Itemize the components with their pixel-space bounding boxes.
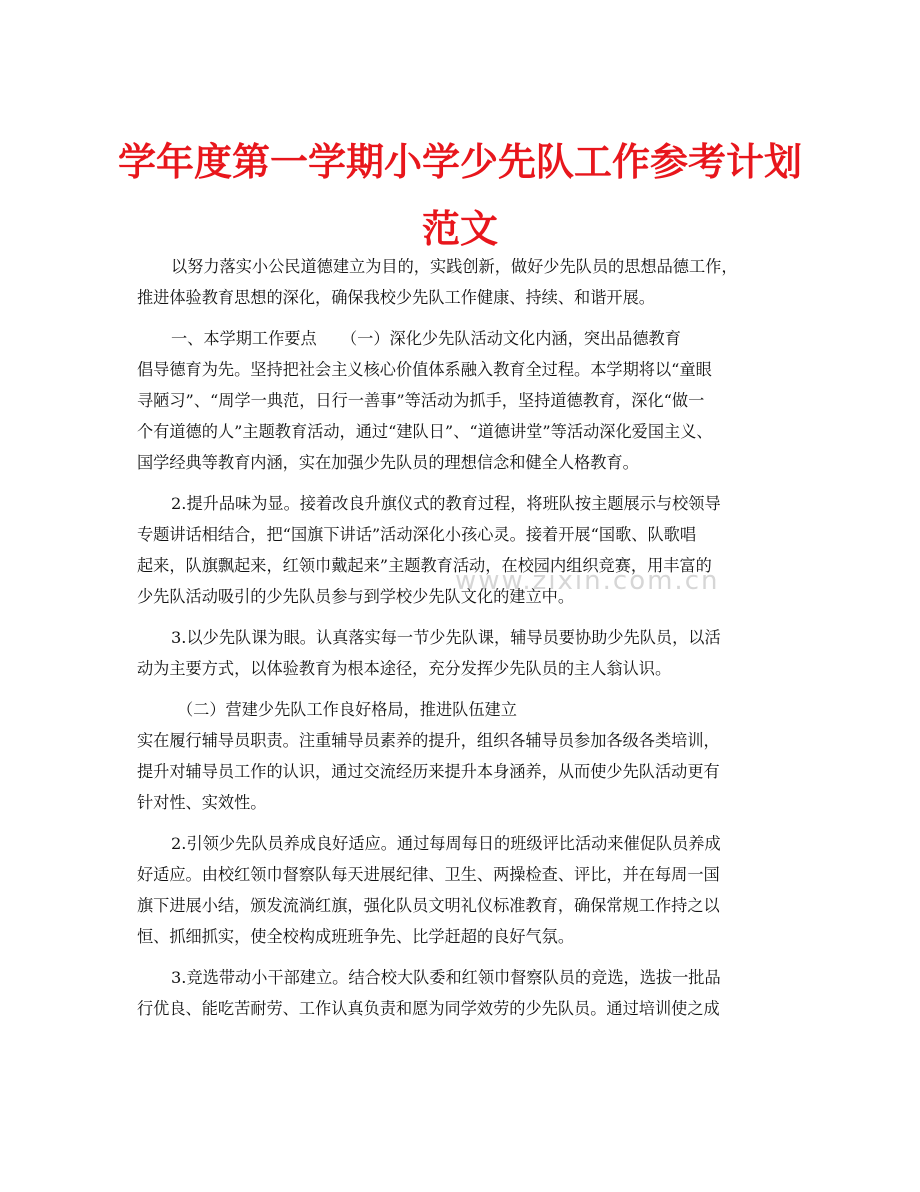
document-title-line-2: 范文 <box>421 207 498 251</box>
section-heading-line: （二）营建少先队工作良好格局，推进队伍建立 <box>177 700 517 719</box>
paragraph-line: 实在履行辅导员职责。注重辅导员素养的提升，组织各辅导员参加各级各类培训， <box>137 731 720 750</box>
paragraph-line: 少先队活动吸引的少先队员参与到学校少先队文化的建立中。 <box>137 587 575 606</box>
paragraph-line: 动为主要方式，以体验教育为根本途径，充分发挥少先队员的主人翁认识。 <box>137 659 672 678</box>
section-heading-line: 一、本学期工作要点 （一）深化少先队活动文化内涵，突出品德教育 <box>171 329 681 348</box>
document-title-line-1: 学年度第一学期小学少先队工作参考计划 <box>117 140 802 184</box>
paragraph-line: 以努力落实小公民道德建立为目的，实践创新，做好少先队员的思想品德工作， <box>171 257 738 276</box>
paragraph-line: 好适应。由校红领巾督察队每天进展纪律、卫生、两操检查、评比，并在每周一国 <box>137 865 720 884</box>
paragraph-line: 专题讲话相结合，把“国旗下讲话”活动深化小孩心灵。接着开展“国歌、队歌唱 <box>137 525 697 544</box>
paragraph-line: 针对性、实效性。 <box>137 793 267 812</box>
paragraph-line: 推进体验教育思想的深化，确保我校少先队工作健康、持续、和谐开展。 <box>137 288 655 307</box>
paragraph-line: 起来，队旗飘起来，红领巾戴起来”主题教育活动，在校园内组织竞赛，用丰富的 <box>137 556 712 575</box>
paragraph-line: 2.提升品味为显。接着改良升旗仪式的教育过程，将班队按主题展示与校领导 <box>171 494 721 513</box>
paragraph-line: 3.竞选带动小干部建立。结合校大队委和红领巾督察队员的竞选，选拔一批品 <box>171 968 721 987</box>
paragraph-line: 个有道德的人”主题教育活动，通过“建队日”、“道德讲堂”等活动深化爱国主义、 <box>137 422 713 441</box>
watermark: www.zixin.com.cn <box>455 566 720 596</box>
paragraph-line: 提升对辅导员工作的认识，通过交流经历来提升本身涵养，从而使少先队活动更有 <box>137 762 720 781</box>
paragraph-line: 恒、抓细抓实，使全校构成班班争先、比学赶超的良好气氛。 <box>137 927 575 946</box>
paragraph-line: 旗下进展小结，颁发流淌红旗，强化队员文明礼仪标准教育，确保常规工作持之以 <box>137 896 720 915</box>
paragraph-line: 寻陋习”、“周学一典范，日行一善事”等活动为抓手，坚持道德教育，深化“做一 <box>137 391 705 410</box>
paragraph-line: 2.引领少先队员养成良好适应。通过每周每日的班级评比活动来催促队员养成 <box>171 834 721 853</box>
paragraph-line: 国学经典等教育内涵，实在加强少先队员的理想信念和健全人格教育。 <box>137 453 639 472</box>
document-body <box>137 251 787 1024</box>
paragraph-line: 倡导德育为先。坚持把社会主义核心价值体系融入教育全过程。本学期将以“童眼 <box>137 360 712 379</box>
paragraph-line: 3.以少先队课为眼。认真落实每一节少先队课，辅导员要协助少先队员，以活 <box>171 628 721 647</box>
paragraph-line: 行优良、能吃苦耐劳、工作认真负责和愿为同学效劳的少先队员。通过培训使之成 <box>137 999 720 1018</box>
